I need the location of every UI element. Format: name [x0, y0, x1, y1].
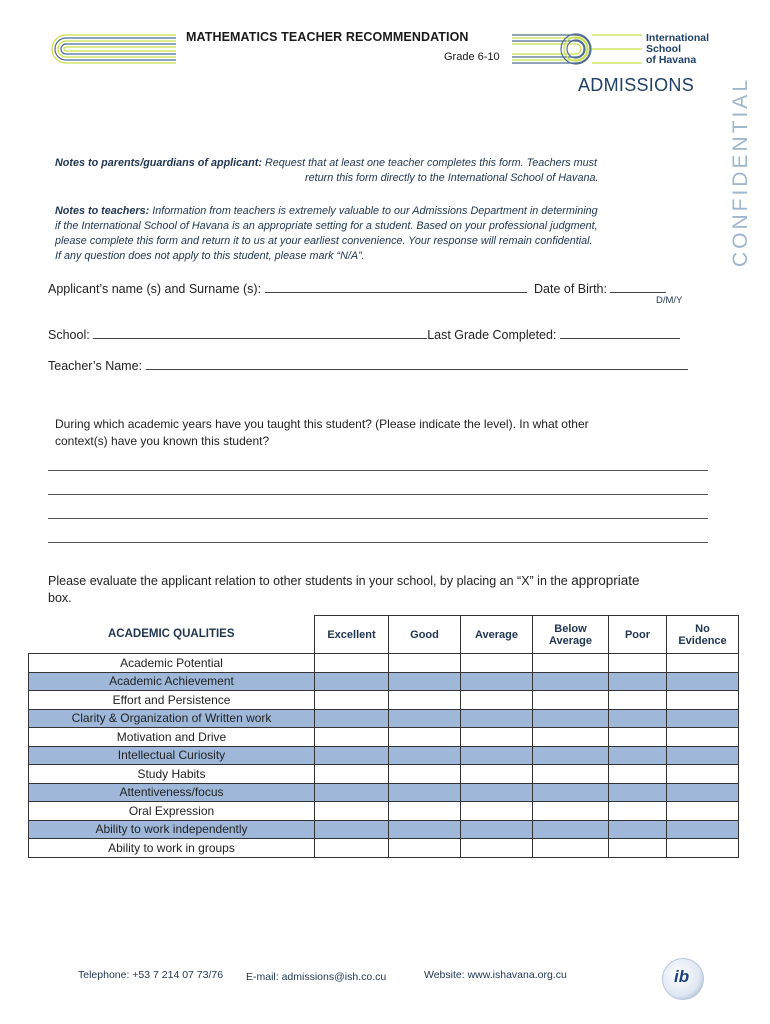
answer-line[interactable] — [48, 518, 708, 519]
rating-cell[interactable] — [609, 765, 667, 784]
quality-label: Academic Achievement — [29, 672, 315, 691]
quality-label: Effort and Persistence — [29, 691, 315, 710]
table-row — [29, 691, 739, 710]
rating-cell[interactable] — [533, 765, 609, 784]
rating-cell[interactable] — [533, 691, 609, 710]
school-name-line-2: School — [646, 43, 682, 55]
quality-label: Ability to work in groups — [29, 839, 315, 858]
rating-cell[interactable] — [315, 709, 389, 728]
rating-cell[interactable] — [461, 783, 533, 802]
notes-teachers-text-2: if the International School of Havana is an appropriate setting for a student. Based on your professional judgment, — [55, 220, 598, 232]
rating-cell[interactable] — [461, 802, 533, 821]
rating-cell[interactable] — [533, 672, 609, 691]
notes-teachers — [55, 204, 598, 264]
rating-cell[interactable] — [667, 820, 739, 839]
notes-parents-text-2: return this form directly to the International School of Havana. — [305, 172, 599, 184]
admissions-heading: ADMISSIONS — [578, 75, 695, 95]
footer-telephone: Telephone: +53 7 214 07 73/76 — [78, 969, 224, 981]
table-row — [29, 802, 739, 821]
table-row — [29, 839, 739, 858]
applicant-name-row — [48, 281, 666, 296]
rating-cell[interactable] — [461, 820, 533, 839]
table-row — [29, 654, 739, 673]
header-excellent: Excellent — [315, 616, 389, 654]
rating-cell[interactable] — [609, 691, 667, 710]
rating-cell[interactable] — [389, 783, 461, 802]
answer-line[interactable] — [48, 494, 708, 495]
header-poor: Poor — [609, 616, 667, 654]
rating-cell[interactable] — [667, 765, 739, 784]
table-row — [29, 783, 739, 802]
notes-teachers-text-1: Information from teachers is extremely valuable to our Admissions Department in determining — [152, 205, 598, 217]
rating-cell[interactable] — [461, 709, 533, 728]
quality-label: Academic Potential — [29, 654, 315, 673]
rating-cell[interactable] — [315, 839, 389, 858]
footer-website[interactable]: Website: www.ishavana.org.cu — [424, 969, 567, 981]
quality-label: Ability to work independently — [29, 820, 315, 839]
rating-cell[interactable] — [609, 802, 667, 821]
rating-cell[interactable] — [315, 783, 389, 802]
rating-cell[interactable] — [533, 783, 609, 802]
table-header-row — [29, 616, 739, 654]
rating-cell[interactable] — [609, 746, 667, 765]
rating-cell[interactable] — [315, 746, 389, 765]
rating-cell[interactable] — [389, 728, 461, 747]
table-row — [29, 820, 739, 839]
header-no-evidence — [667, 616, 739, 654]
question-line-1: During which academic years have you taught this student? (Please indicate the level). In what other — [55, 417, 589, 431]
rating-cell[interactable] — [461, 765, 533, 784]
school-name-line-3: of Havana — [646, 54, 697, 66]
rating-cell[interactable] — [315, 672, 389, 691]
rating-cell[interactable] — [533, 728, 609, 747]
rating-cell[interactable] — [389, 672, 461, 691]
dob-format: D/M/Y — [656, 295, 683, 306]
notes-parents-label: Notes to parents/guardians of applicant: — [55, 157, 262, 169]
quality-label: Oral Expression — [29, 802, 315, 821]
rating-cell[interactable] — [609, 783, 667, 802]
rating-cell[interactable] — [315, 654, 389, 673]
school-field[interactable] — [93, 327, 427, 339]
table-row — [29, 746, 739, 765]
rating-cell[interactable] — [461, 672, 533, 691]
last-grade-label: Last Grade Completed: — [427, 328, 557, 342]
rating-cell[interactable] — [667, 709, 739, 728]
table-body — [29, 654, 739, 858]
header-average: Average — [461, 616, 533, 654]
rating-cell[interactable] — [667, 802, 739, 821]
quality-label: Motivation and Drive — [29, 728, 315, 747]
school-name-line-1: International — [646, 32, 710, 44]
rating-cell[interactable] — [667, 746, 739, 765]
rating-cell[interactable] — [389, 709, 461, 728]
ib-logo-text: ib — [674, 967, 690, 986]
header-academic-qualities: ACADEMIC QUALITIES — [29, 616, 315, 654]
rating-cell[interactable] — [533, 839, 609, 858]
header-logo-lines-left — [48, 32, 178, 66]
quality-label: Attentiveness/focus — [29, 783, 315, 802]
rating-cell[interactable] — [667, 672, 739, 691]
answer-line[interactable] — [48, 542, 708, 543]
rating-cell[interactable] — [533, 802, 609, 821]
applicant-name-field[interactable] — [265, 281, 527, 293]
rating-cell[interactable] — [609, 672, 667, 691]
rating-cell[interactable] — [389, 765, 461, 784]
evaluation-table — [28, 615, 739, 858]
quality-label: Clarity & Organization of Written work — [29, 709, 315, 728]
rating-cell[interactable] — [461, 839, 533, 858]
rating-cell[interactable] — [533, 746, 609, 765]
rating-cell[interactable] — [461, 728, 533, 747]
notes-teachers-label: Notes to teachers: — [55, 205, 150, 217]
rating-cell[interactable] — [609, 839, 667, 858]
notes-parents-text-1: Request that at least one teacher completes this form. Teachers must — [264, 157, 598, 169]
rating-cell[interactable] — [461, 691, 533, 710]
table-row — [29, 672, 739, 691]
rating-cell[interactable] — [389, 691, 461, 710]
rating-cell[interactable] — [315, 802, 389, 821]
school-logo-mark — [512, 32, 644, 66]
last-grade-field[interactable] — [560, 327, 680, 339]
grade-range: Grade 6-10 — [444, 51, 500, 63]
header-good: Good — [389, 616, 461, 654]
header-below-average — [533, 616, 609, 654]
form-title: MATHEMATICS TEACHER RECOMMENDATION — [186, 30, 469, 44]
answer-line[interactable] — [48, 470, 708, 471]
evaluation-instruction — [48, 572, 748, 607]
footer-email[interactable]: E-mail: admissions@ish.co.cu — [246, 971, 387, 983]
notes-teachers-text-4: If any question does not apply to this student, please mark “N/A”. — [55, 250, 365, 262]
rating-cell[interactable] — [315, 728, 389, 747]
rating-cell[interactable] — [609, 654, 667, 673]
quality-label: Study Habits — [29, 765, 315, 784]
rating-cell[interactable] — [389, 802, 461, 821]
header-no-evidence-line-2: Evidence — [678, 634, 727, 647]
instruction-text-2: appropriate — [571, 573, 640, 588]
rating-cell[interactable] — [533, 820, 609, 839]
rating-cell[interactable] — [315, 820, 389, 839]
teacher-row — [48, 358, 688, 373]
rating-cell[interactable] — [609, 820, 667, 839]
teacher-name-field[interactable] — [146, 358, 688, 370]
rating-cell[interactable] — [667, 728, 739, 747]
teacher-name-label: Teacher’s Name: — [48, 359, 143, 373]
quality-label: Intellectual Curiosity — [29, 746, 315, 765]
rating-cell[interactable] — [389, 746, 461, 765]
notes-teachers-text-3: please complete this form and return it to us at your earliest convenience. Your response will remain confidential. — [55, 235, 593, 247]
dob-field[interactable] — [610, 281, 666, 293]
rating-cell[interactable] — [533, 654, 609, 673]
instruction-text-1: Please evaluate the applicant relation to other students in your school, by placing an “X” in the — [48, 574, 568, 588]
rating-cell[interactable] — [389, 654, 461, 673]
applicant-name-label: Applicant’s name (s) and Surname (s): — [48, 282, 262, 296]
rating-cell[interactable] — [315, 691, 389, 710]
rating-cell[interactable] — [667, 839, 739, 858]
rating-cell[interactable] — [609, 709, 667, 728]
years-taught-question — [55, 416, 715, 450]
dob-label: Date of Birth: — [534, 282, 607, 296]
header-no-evidence-line-1: No — [695, 622, 710, 635]
school-label: School: — [48, 328, 90, 342]
confidential-watermark: CONFIDENTIAL — [729, 77, 752, 268]
rating-cell[interactable] — [389, 839, 461, 858]
header-below-line-2: Average — [548, 634, 592, 647]
rating-cell[interactable] — [461, 746, 533, 765]
table-row — [29, 728, 739, 747]
rating-cell[interactable] — [533, 709, 609, 728]
rating-cell[interactable] — [315, 765, 389, 784]
school-row — [48, 327, 680, 342]
rating-cell[interactable] — [667, 691, 739, 710]
rating-cell[interactable] — [389, 820, 461, 839]
school-name — [646, 33, 709, 66]
table-row — [29, 709, 739, 728]
notes-parents — [55, 156, 598, 186]
header-below-line-1: Below — [554, 622, 587, 635]
rating-cell[interactable] — [609, 728, 667, 747]
rating-cell[interactable] — [461, 654, 533, 673]
instruction-text-3: box. — [48, 591, 72, 605]
rating-cell[interactable] — [667, 783, 739, 802]
question-line-2: context(s) have you known this student? — [55, 434, 270, 448]
rating-cell[interactable] — [667, 654, 739, 673]
table-row — [29, 765, 739, 784]
